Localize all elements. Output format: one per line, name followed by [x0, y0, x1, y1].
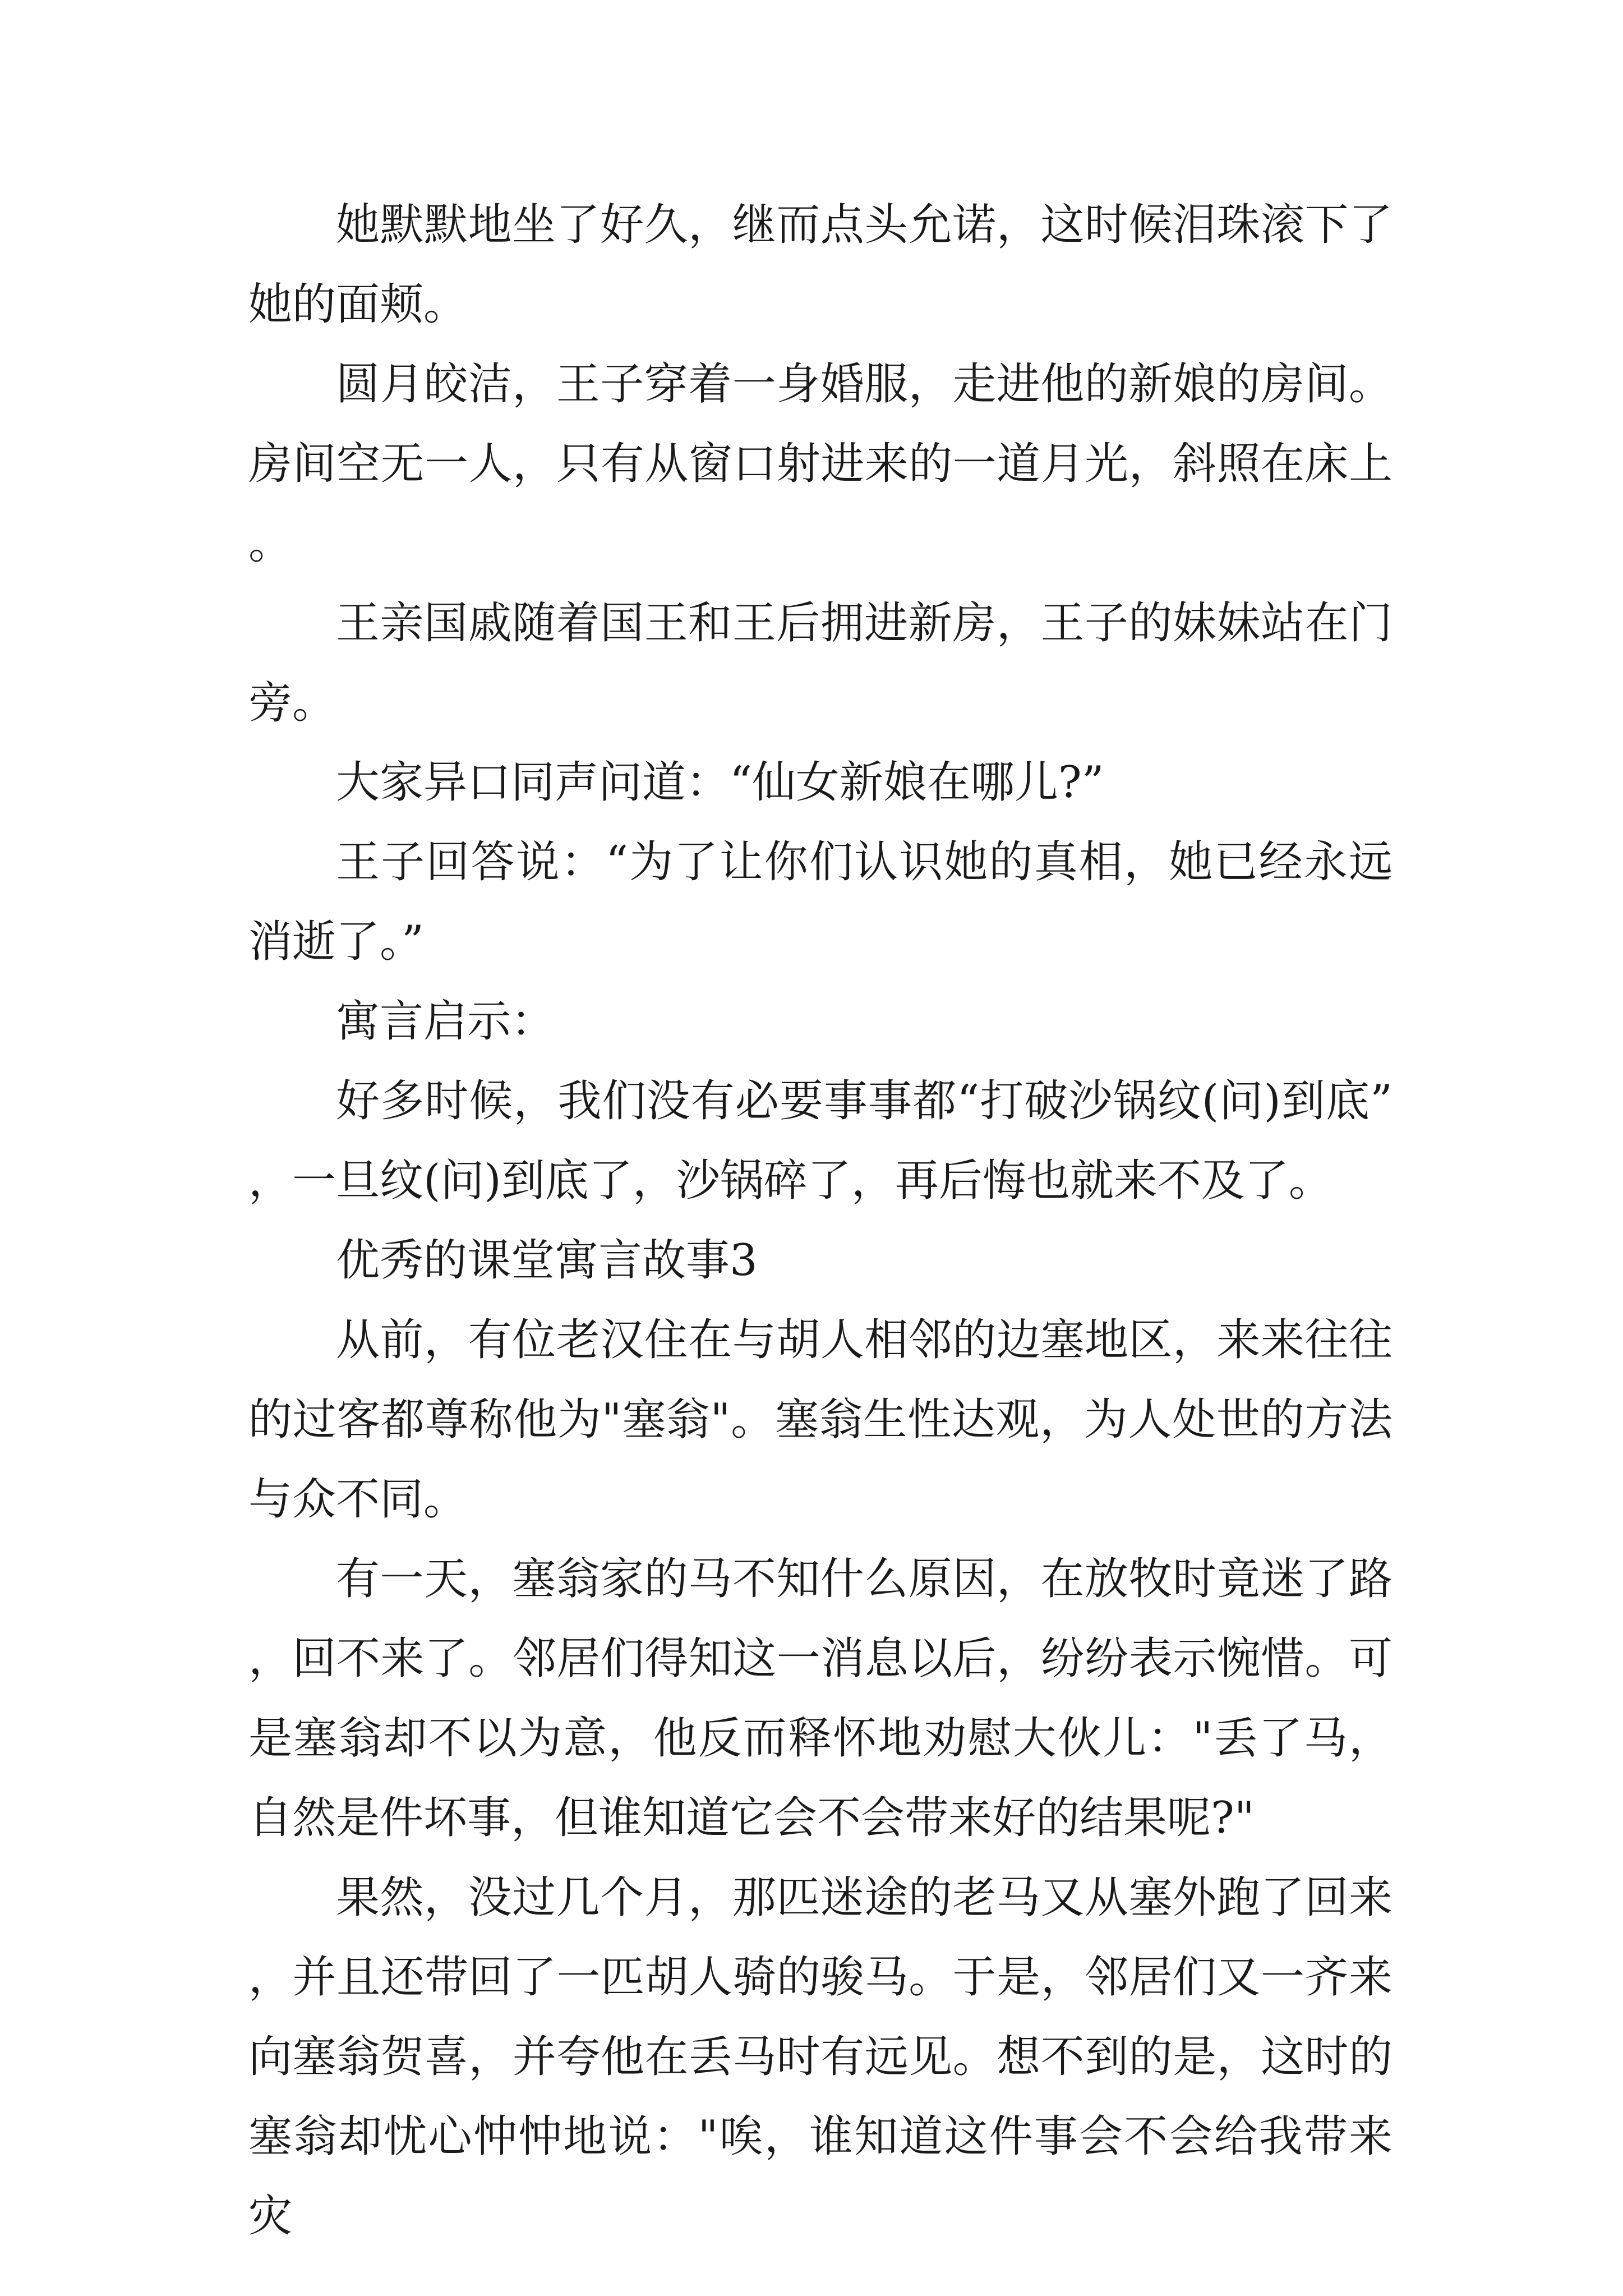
- paragraph-10: 果然，没过几个月，那匹迷途的老马又从塞外跑了回来，并且还带回了一匹胡人骑的骏马。于是，邻居们又一齐来向塞翁贺喜，并夸他在丢马时有远见。想不到的是，这时的塞翁却忧心忡忡地说："唉，谁知道这件事会不会给我带来灾: [248, 1872, 1393, 2242]
- paragraph-4: 大家异口同声问道：“仙女新娘在哪儿?”: [336, 757, 1104, 808]
- story-title: 优秀的课堂寓言故事3: [336, 1235, 758, 1286]
- paragraph-2: 圆月皎洁，王子穿着一身婚服，走进他的新娘的房间。房间空无一人，只有从窗口射进来的一道月光，斜照在床上。: [248, 359, 1393, 569]
- paragraph-1: 她默默地坐了好久，继而点头允诺，这时候泪珠滚下了她的面颊。: [248, 200, 1393, 330]
- paragraph-8: 从前，有位老汉住在与胡人相邻的边塞地区，来来往往的过客都尊称他为"塞翁"。塞翁生性达观，为人处世的方法与众不同。: [248, 1315, 1393, 1525]
- paragraph-9: 有一天，塞翁家的马不知什么原因，在放牧时竟迷了路，回不来了。邻居们得知这一消息以后，纷纷表示惋惜。可是塞翁却不以为意，他反而释怀地劝慰大伙儿："丢了马，自然是件坏事，但谁知道它会不会带来好的结果呢?": [248, 1554, 1393, 1843]
- paragraph-3: 王亲国戚随着国王和王后拥进新房，王子的妹妹站在门旁。: [248, 598, 1393, 728]
- document-body: [248, 185, 1393, 2256]
- paragraph-5: 王子回答说：“为了让你们认识她的真相，她已经永远消逝了。”: [248, 837, 1393, 967]
- paragraph-moral: 好多时候，我们没有必要事事都“打破沙锅纹(问)到底”，一旦纹(问)到底了，沙锅碎了，再后悔也就来不及了。: [248, 1076, 1393, 1206]
- moral-heading: 寓言启示：: [336, 996, 555, 1047]
